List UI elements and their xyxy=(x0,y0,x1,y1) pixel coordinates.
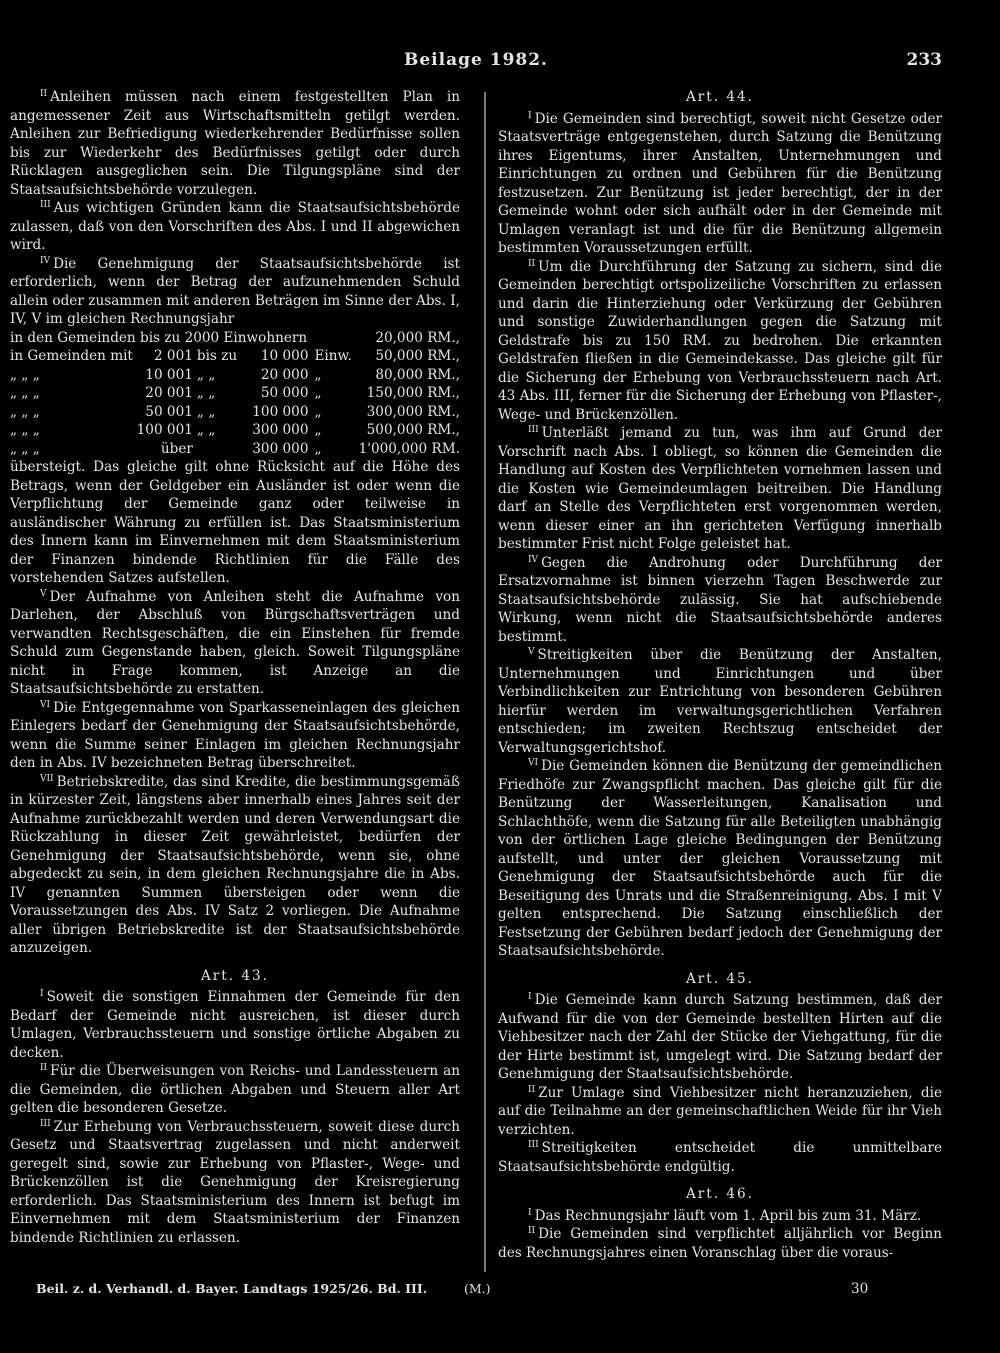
paragraph-numeral: VII xyxy=(40,773,54,784)
table-cell: 80,000 RM., xyxy=(375,366,460,383)
paragraph-numeral: IV xyxy=(528,554,539,565)
table-cell: „ „ xyxy=(196,422,216,438)
table-cell: 20 001 xyxy=(145,385,193,401)
table-cell: „ xyxy=(314,440,322,457)
table-cell xyxy=(197,440,245,459)
right-column xyxy=(498,88,942,1262)
paragraph-numeral: I xyxy=(528,992,532,1002)
table-cell: Einw. xyxy=(314,348,352,364)
table-row xyxy=(10,421,460,440)
article-heading: Art. 46. xyxy=(685,1186,755,1202)
source-reference: Beil. z. d. Verhandl. d. Bayer. Landtags 1925/26. Bd. III. xyxy=(36,1281,428,1296)
paragraph-numeral: III xyxy=(40,200,51,210)
paragraph: $^I$ Die Gemeinden sind berechtigt, soweit nicht Gesetze oder Staatsverträge entgegenstehen, durch Satzung die Benützung ihres Eigentums, ihrer Anstalten, Unternehmungen und Einrichtungen zu ordnen und Gebühren für die Benützung festzusetzen. Zur Benützung ist jeder berechtigt, der in der Gemeinde wohnt oder sich aufhält oder in der Gemeinde mit Umlagen veranlagt ist und die für die Benützung allgemein bestimmten Voraussetzungen erfüllt. xyxy=(498,110,942,256)
table-cell: 20 000 xyxy=(260,366,309,383)
paragraph: $^I$ Soweit die sonstigen Einnahmen der Gemeinde für den Bedarf der Gemeinde nicht ausreichen, ist dieser durch Umlagen, Verbrauchssteuern und sonstige örtliche Abgaben zu decken. xyxy=(10,989,460,1061)
table-cell: 50,000 RM., xyxy=(375,348,460,364)
paragraph: $^V$ Streitigkeiten über die Benützung der Anstalten, Unternehmungen und Einrichtungen und über Verbindlichkeiten zur Entrichtung von besonderen Gebühren hierfür werden im verwaltungsgerichtlichen Verfahren entschieden; im zweiten Rechtszug entscheidet der Verwaltungsgerichtshof. xyxy=(498,647,942,756)
paragraph: $^{III}$ Streitigkeiten entscheidet die unmittelbare Staatsaufsichtsbehörde endgültig. xyxy=(498,1140,942,1175)
paragraph: $^{III}$ Zur Erhebung von Verbrauchssteuern, soweit diese durch Gesetz und Staatsvertrag zugelassen und nicht anderweit geregelt sind, sowie zur Erhebung von Pflaster-, Wege- und Brückenzöllen ist die Genehmigung der Kreisregierung erforderlich. Das Staatsministerium des Innern ist befugt im Einvernehmen mit dem Staatsministerium der Finanzen bindende Richtlinien zu erlassen. xyxy=(10,1118,460,1246)
table-cell: „ xyxy=(314,385,322,401)
paragraph: $^{IV}$ Die Genehmigung der Staatsaufsichtsbehörde ist erforderlich, wenn der Betrag der aufzunehmenden Schuld allein oder zusammen mit anderen Beträgen im Sinne der Abs. I, IV, V im gleichen Rechnungsjahr xyxy=(10,255,460,327)
table-cell: „ „ xyxy=(196,366,216,383)
table-cell: in Gemeinden mit xyxy=(10,348,133,364)
paragraph: $^{II}$ Für die Überweisungen von Reichs- und Landessteuern an die Gemeinden, die örtlichen Abgaben und Steuern aller Art gelten die besonderen Gesetze. xyxy=(10,1063,460,1116)
table-cell: „ xyxy=(314,366,322,383)
table-cell: „ „ „ xyxy=(10,366,40,383)
paragraph-numeral: VI xyxy=(40,699,51,710)
table-row xyxy=(10,440,460,459)
table-cell: 100 000 xyxy=(252,403,309,420)
table-cell: „ „ „ xyxy=(10,403,40,420)
table-cell: 300 000 xyxy=(252,440,309,457)
paragraph-numeral: VI xyxy=(528,758,539,768)
paragraph-numeral: II xyxy=(528,258,536,269)
paragraph: $^{VI}$ Die Gemeinden können die Benützung der gemeindlichen Friedhöfe zur Zwangspflicht machen. Das gleiche gilt für die Benützung der Wasserleitungen, Kanalisation und Schlachthöfe, wenn die Satzung für alle Beteiligten unabhängig von der örtlichen Lage gleiche Bedingungen der Benützung aufstellt, und unter der gleichen Voraussetzung mit Genehmigung der Staatsaufsichtsbehörde auch für die Beseitigung des Unrats und die Straßenreinigung. Abs. I mit V gelten entsprechend. Die Satzung einschließlich der Festsetzung der Gebühren bedarf jedoch der Genehmigung der Staatsaufsichtsbehörde. xyxy=(498,758,942,959)
page-number: 233 xyxy=(906,50,942,70)
column-divider xyxy=(484,92,486,1272)
table-cell: 300 000 xyxy=(252,422,309,438)
table-cell: 10 000 xyxy=(260,348,309,364)
paragraph: $^I$ Das Rechnungsjahr läuft vom 1. April bis zum 31. März. xyxy=(528,1207,922,1224)
table-cell: „ xyxy=(314,403,322,420)
table-cell: 1'000,000 RM. xyxy=(358,440,460,457)
paragraph: $^{VII}$ Betriebskredite, das sind Kredite, die bestimmungsgemäß in kürzester Zeit, längstens aber innerhalb eines Jahres seit der Aufnahme zurückbezahlt werden und deren Verwendungsart die Rückzahlung in dieser Zeit gewährleistet, bedürfen der Genehmigung der Staatsaufsichtsbehörde, wenn sie, ohne abgedeckt zu sein, in dem gleichen Rechnungsjahre die in Abs. IV genannten Summen übersteigen oder wenn die Voraussetzungen des Abs. IV Satz 2 vorliegen. Die Aufnahme aller übrigen Betriebskredite ist der Staatsaufsichtsbehörde anzuzeigen. xyxy=(10,773,460,956)
paragraph-numeral: II xyxy=(40,89,48,99)
table-cell: „ xyxy=(314,422,322,438)
sheet-number: 30 xyxy=(851,1281,869,1297)
table-cell: 150,000 RM., xyxy=(366,385,460,401)
paragraph: $^{II}$ Zur Umlage sind Viehbesitzer nicht heranzuziehen, die auf die Teilnahme an der gemeinschaftlichen Weide für ihr Vieh verzichten. xyxy=(498,1084,942,1138)
paragraph-numeral: III xyxy=(40,1118,51,1129)
page-footer xyxy=(36,1281,942,1321)
amount-table-lead: in den Gemeinden bis zu 2000 Einwohnern 20,000 RM., xyxy=(10,329,460,346)
table-cell: bis zu xyxy=(196,348,238,364)
amount-table xyxy=(10,347,460,458)
running-title: Beilage 1982. xyxy=(404,50,548,70)
article-heading: Art. 45. xyxy=(685,970,755,987)
paragraph-numeral: I xyxy=(528,1207,532,1218)
paragraph-numeral: IV xyxy=(40,255,51,266)
paragraph-numeral: V xyxy=(40,588,47,599)
table-cell: „ „ xyxy=(196,385,216,401)
table-cell: 500,000 RM., xyxy=(366,422,460,438)
paragraph: $^{III}$ Aus wichtigen Gründen kann die Staatsaufsichtsbehörde zulassen, daß von den Vorschriften des Abs. I und II abgewichen wird. xyxy=(10,200,460,253)
paragraph: $^{IV}$ Gegen die Androhung oder Durchführung der Ersatzvornahme ist binnen vierzehn Tagen Beschwerde zur Staatsaufsichtsbehörde zulässig. Sie hat aufschiebende Wirkung, wenn nicht die Staatsaufsichtsbehörde anderes bestimmt. xyxy=(498,554,942,645)
paragraph-numeral: I xyxy=(528,110,532,121)
printer-mark: (M.) xyxy=(464,1281,491,1296)
table-cell: 100 001 xyxy=(136,422,193,438)
left-column xyxy=(10,88,460,1247)
paragraph-numeral: II xyxy=(528,1226,536,1236)
paragraph-numeral: III xyxy=(528,1140,539,1150)
paragraph-numeral: II xyxy=(40,1063,48,1073)
paragraph: $^{II}$ Um die Durchführung der Satzung zu sichern, sind die Gemeinden berechtigt ortspolizeiliche Vorschriften zu erlassen und darin die Hinterziehung oder Verkürzung der Gebühren und sonstige Zuwiderhandlungen gegen die Satzung mit Geldstrafe bis zu 150 RM. zu bedrohen. Die erkannten Geldstrafen fließen in die Gemeindekasse. Das gleiche gilt für die Sicherung der Erhebung von Verbrauchssteuern nach Art. 43 Abs. III, ferner für die Sicherung der Erhebung von Pflaster-, Wege- und Brückenzöllen. xyxy=(498,258,943,423)
table-cell: 2 001 xyxy=(153,348,193,364)
paragraph-numeral: II xyxy=(528,1084,536,1095)
table-cell: „ „ „ xyxy=(10,440,40,457)
table-cell: 50 000 xyxy=(260,385,309,401)
table-cell: „ „ „ xyxy=(10,385,40,401)
table-cell: 300,000 RM., xyxy=(366,403,460,420)
table-row xyxy=(10,403,460,422)
table-row xyxy=(10,366,460,385)
paragraph: $^I$ Die Gemeinde kann durch Satzung bestimmen, daß der Aufwand für die von der Gemeinde bestellten Hirten auf die Viehbesitzer nach der Zahl der Stücke der Viehgattung, für die der Hirte bestimmt ist, umgelegt wird. Die Satzung bedarf der Genehmigung der Staatsaufsichtsbehörde. xyxy=(498,992,942,1082)
paragraph-numeral: III xyxy=(528,425,539,435)
table-cell: 50 001 xyxy=(145,403,193,420)
table-row xyxy=(10,384,460,403)
article-heading: Art. 43. xyxy=(200,967,270,984)
paragraph: $^{II}$ Anleihen müssen nach einem festgestellten Plan in angemessener Zeit aus Wirtschaftsmitteln getilgt werden. Anleihen zur Befriedigung wiederkehrender Bedürfnisse sollen bis zur Wiederkehr des Bedürfnisses getilgt oder durch Rücklagen ausgeglichen sein. Die Tilgungspläne sind der Staatsaufsichtsbehörde vorzulegen. xyxy=(10,89,460,198)
paragraph: übersteigt. Das gleiche gilt ohne Rücksicht auf die Höhe des Betrags, wenn der Geldgeber ein Ausländer ist oder wenn die Verpflichtung der Gemeinde ganz oder teilweise in ausländischer Währung zu erfüllen ist. Das Staatsministerium des Innern kann im Einvernehmen mit dem Staatsministerium der Finanzen bindende Richtlinien für die Fälle des vorstehenden Satzes aufstellen. xyxy=(10,459,460,586)
paragraph: $^V$ Der Aufnahme von Anleihen steht die Aufnahme von Darlehen, der Abschluß von Bürgschaftsverträgen und verwandten Rechtsgeschäften, die ein Einstehen für fremde Schuld zum Gegenstande haben, gleich. Soweit Tilgungspläne nicht in Frage kommen, ist Anzeige an die Staatsaufsichtsbehörde zu erstatten. xyxy=(10,588,460,697)
table-cell: „ „ xyxy=(196,403,216,420)
paragraph: $^{VI}$ Die Entgegennahme von Sparkasseneinlagen des gleichen Einlegers bedarf der Genehmigung der Staatsaufsichtsbehörde, wenn die Summe seiner Einlagen im gleichen Rechnungsjahr den in Abs. IV bezeichneten Betrag überschreitet. xyxy=(10,699,460,771)
paragraph: $^{II}$ Die Gemeinden sind verpflichtet alljährlich vor Beginn des Rechnungsjahres einen Voranschlag über die voraus- xyxy=(498,1226,942,1261)
table-row xyxy=(10,347,460,366)
page-header xyxy=(10,50,942,80)
table-cell: über xyxy=(160,440,193,457)
paragraph-numeral: V xyxy=(528,647,535,657)
table-cell: „ „ „ xyxy=(10,422,40,438)
paragraph: $^{III}$ Unterläßt jemand zu tun, was ihm auf Grund der Vorschrift nach Abs. I obliegt, so können die Gemeinden die Handlung auf Kosten des Verpflichteten vornehmen lassen und die Kosten wie Gemeindeumlagen beitreiben. Die Handlung darf an Stelle des Verpflichteten erst vorgenommen werden, wenn dieser einer an ihn gerichteten Verfügung innerhalb bestimmter Frist nicht Folge geleistet hat. xyxy=(498,425,942,552)
paragraph-numeral: I xyxy=(40,989,44,999)
table-cell: 10 001 xyxy=(145,366,193,383)
article-heading: Art. 44. xyxy=(685,89,755,105)
